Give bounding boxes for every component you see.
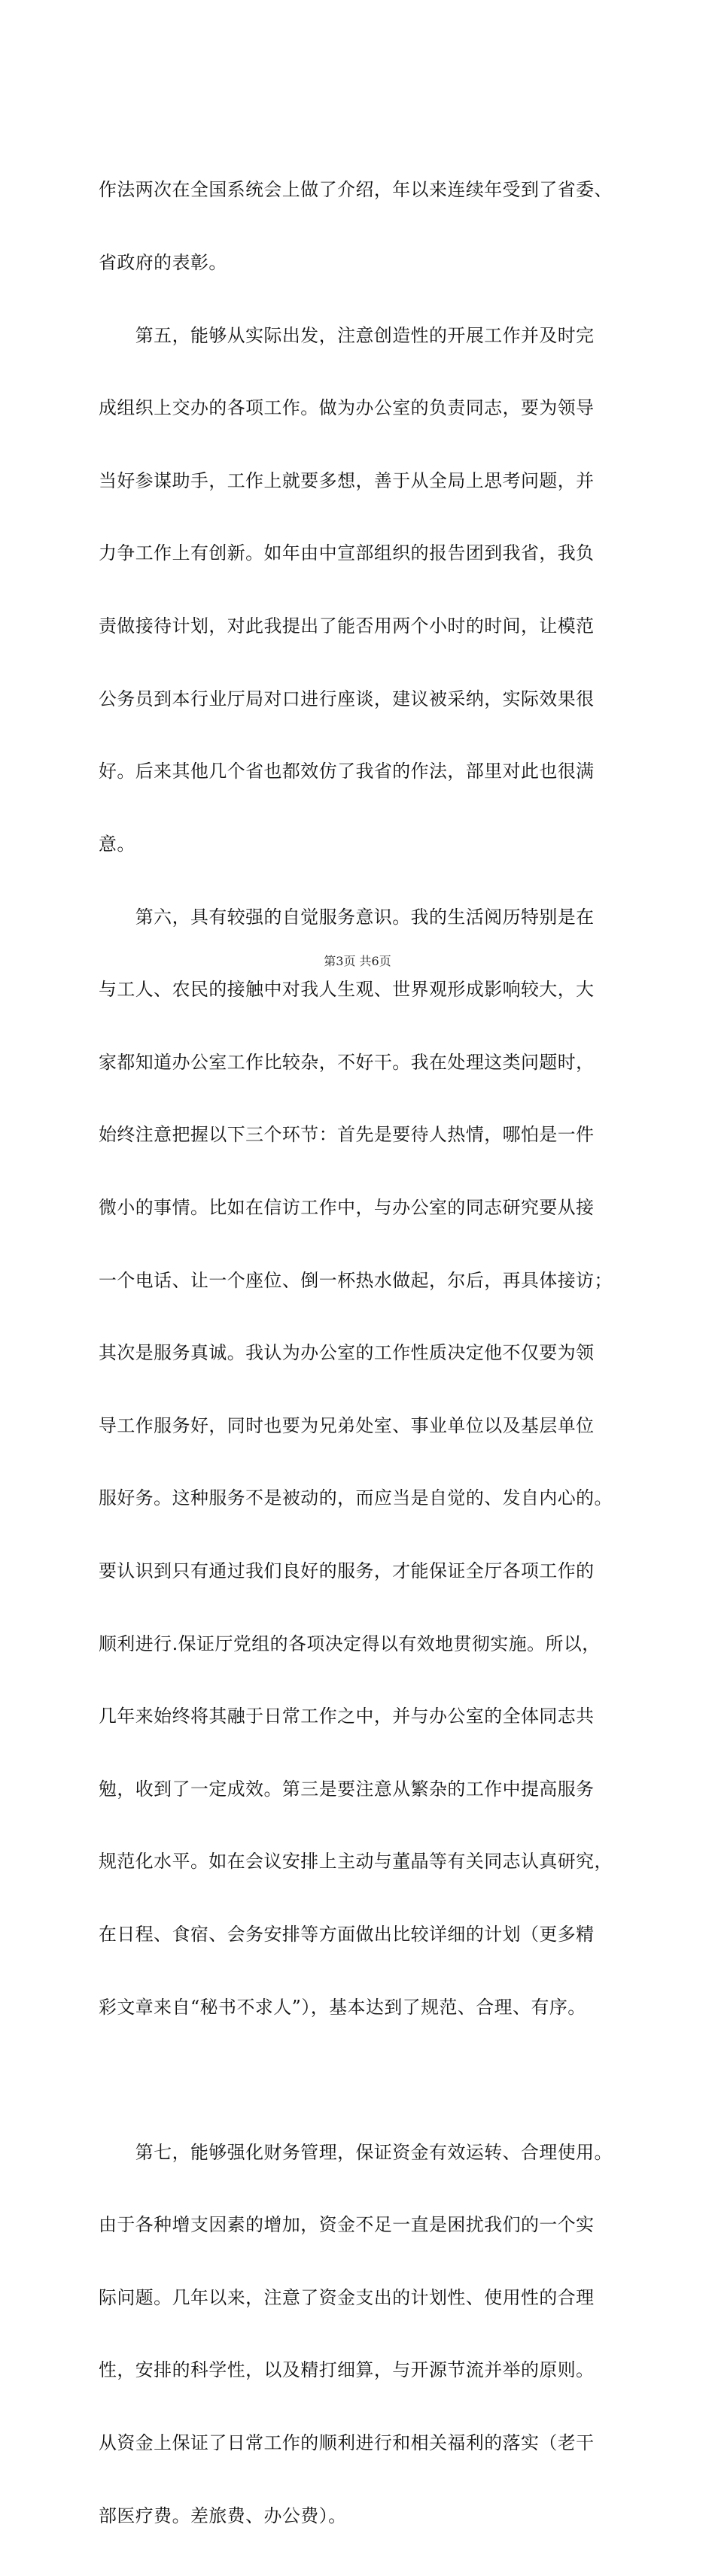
body-text: [99, 129, 621, 2576]
text-line: 意。: [99, 833, 135, 855]
text-line: 一个电话、让一个座位、倒一杯热水做起，尔后，再具体接访；: [99, 1269, 613, 1291]
text-line: 际问题。几年以来，注意了资金支出的计划性、使用性的合理: [99, 2286, 595, 2308]
text-line: 部医疗费。差旅费、办公费）。: [99, 2505, 347, 2526]
text-line: 责做接待计划，对此我提出了能否用两个小时的时间，让模范: [99, 615, 595, 637]
text-line: 由于各种增支因素的增加，资金不足一直是困扰我们的一个实: [99, 2214, 595, 2236]
text-line: 顺利进行.保证厅党组的各项决定得以有效地贯彻实施。所以，: [99, 1633, 601, 1654]
text-line: 始终注意把握以下三个环节：首先是要待人热情，哪怕是一件: [99, 1124, 595, 1146]
text-line: 第五，能够从实际出发，注意创造性的开展工作并及时完: [99, 324, 595, 346]
text-line: 从资金上保证了日常工作的顺利进行和相关福利的落实（老干: [99, 2432, 595, 2454]
text-line: 性，安排的科学性，以及精打细算，与开源节流并举的原则。: [99, 2359, 595, 2381]
blank-line: [99, 2067, 621, 2091]
text-line: 当好参谋助手，工作上就要多想，善于从全局上思考问题，并: [99, 469, 595, 491]
paragraph-block: [99, 129, 621, 2576]
text-line: 公务员到本行业厅局对口进行座谈，建议被采纳，实际效果很: [99, 688, 595, 709]
text-line: 好。后来其他几个省也都效仿了我省的作法，部里对此也很满: [99, 761, 595, 782]
text-line: 与工人、农民的接触中对我人生观、世界观形成影响较大，大: [99, 979, 595, 1001]
text-line: 几年来始终将其融于日常工作之中，并与办公室的全体同志共: [99, 1706, 595, 1727]
text-line: 规范化水平。如在会议安排上主动与董晶等有关同志认真研究，: [99, 1851, 613, 1873]
text-line: 第七，能够强化财务管理，保证资金有效运转、合理使用。: [99, 2141, 613, 2163]
text-line: 彩文章来自“秘书不求人”），基本达到了规范、合理、有序。: [99, 1996, 586, 2018]
text-line: 微小的事情。比如在信访工作中，与办公室的同志研究要从接: [99, 1196, 595, 1218]
text-line: 第六，具有较强的自觉服务意识。我的生活阅历特别是在: [99, 906, 595, 928]
text-line: 力争工作上有创新。如年由中宣部组织的报告团到我省，我负: [99, 542, 595, 564]
text-line: 成组织上交办的各项工作。做为办公室的负责同志，要为领导: [99, 397, 595, 419]
text-line: 家都知道办公室工作比较杂，不好干。我在处理这类问题时，: [99, 1051, 595, 1073]
text-line: 省政府的表彰。: [99, 252, 227, 274]
text-line: 在日程、食宿、会务安排等方面做出比较详细的计划（更多精: [99, 1924, 595, 1946]
text-line: 导工作服务好，同时也要为兄弟处室、事业单位以及基层单位: [99, 1414, 595, 1436]
text-line: 服好务。这种服务不是被动的，而应当是自觉的、发自内心的。: [99, 1487, 613, 1509]
text-line: 要认识到只有通过我们良好的服务，才能保证全厅各项工作的: [99, 1560, 595, 1581]
text-line: 作法两次在全国系统会上做了介绍，年以来连续年受到了省委、: [99, 179, 613, 201]
text-line: 勉，收到了一定成效。第三是要注意从繁杂的工作中提高服务: [99, 1778, 595, 1800]
text-line: 其次是服务真诚。我认为办公室的工作性质决定他不仅要为领: [99, 1342, 595, 1364]
page-number-footer: 第3页 共6页: [324, 954, 391, 968]
